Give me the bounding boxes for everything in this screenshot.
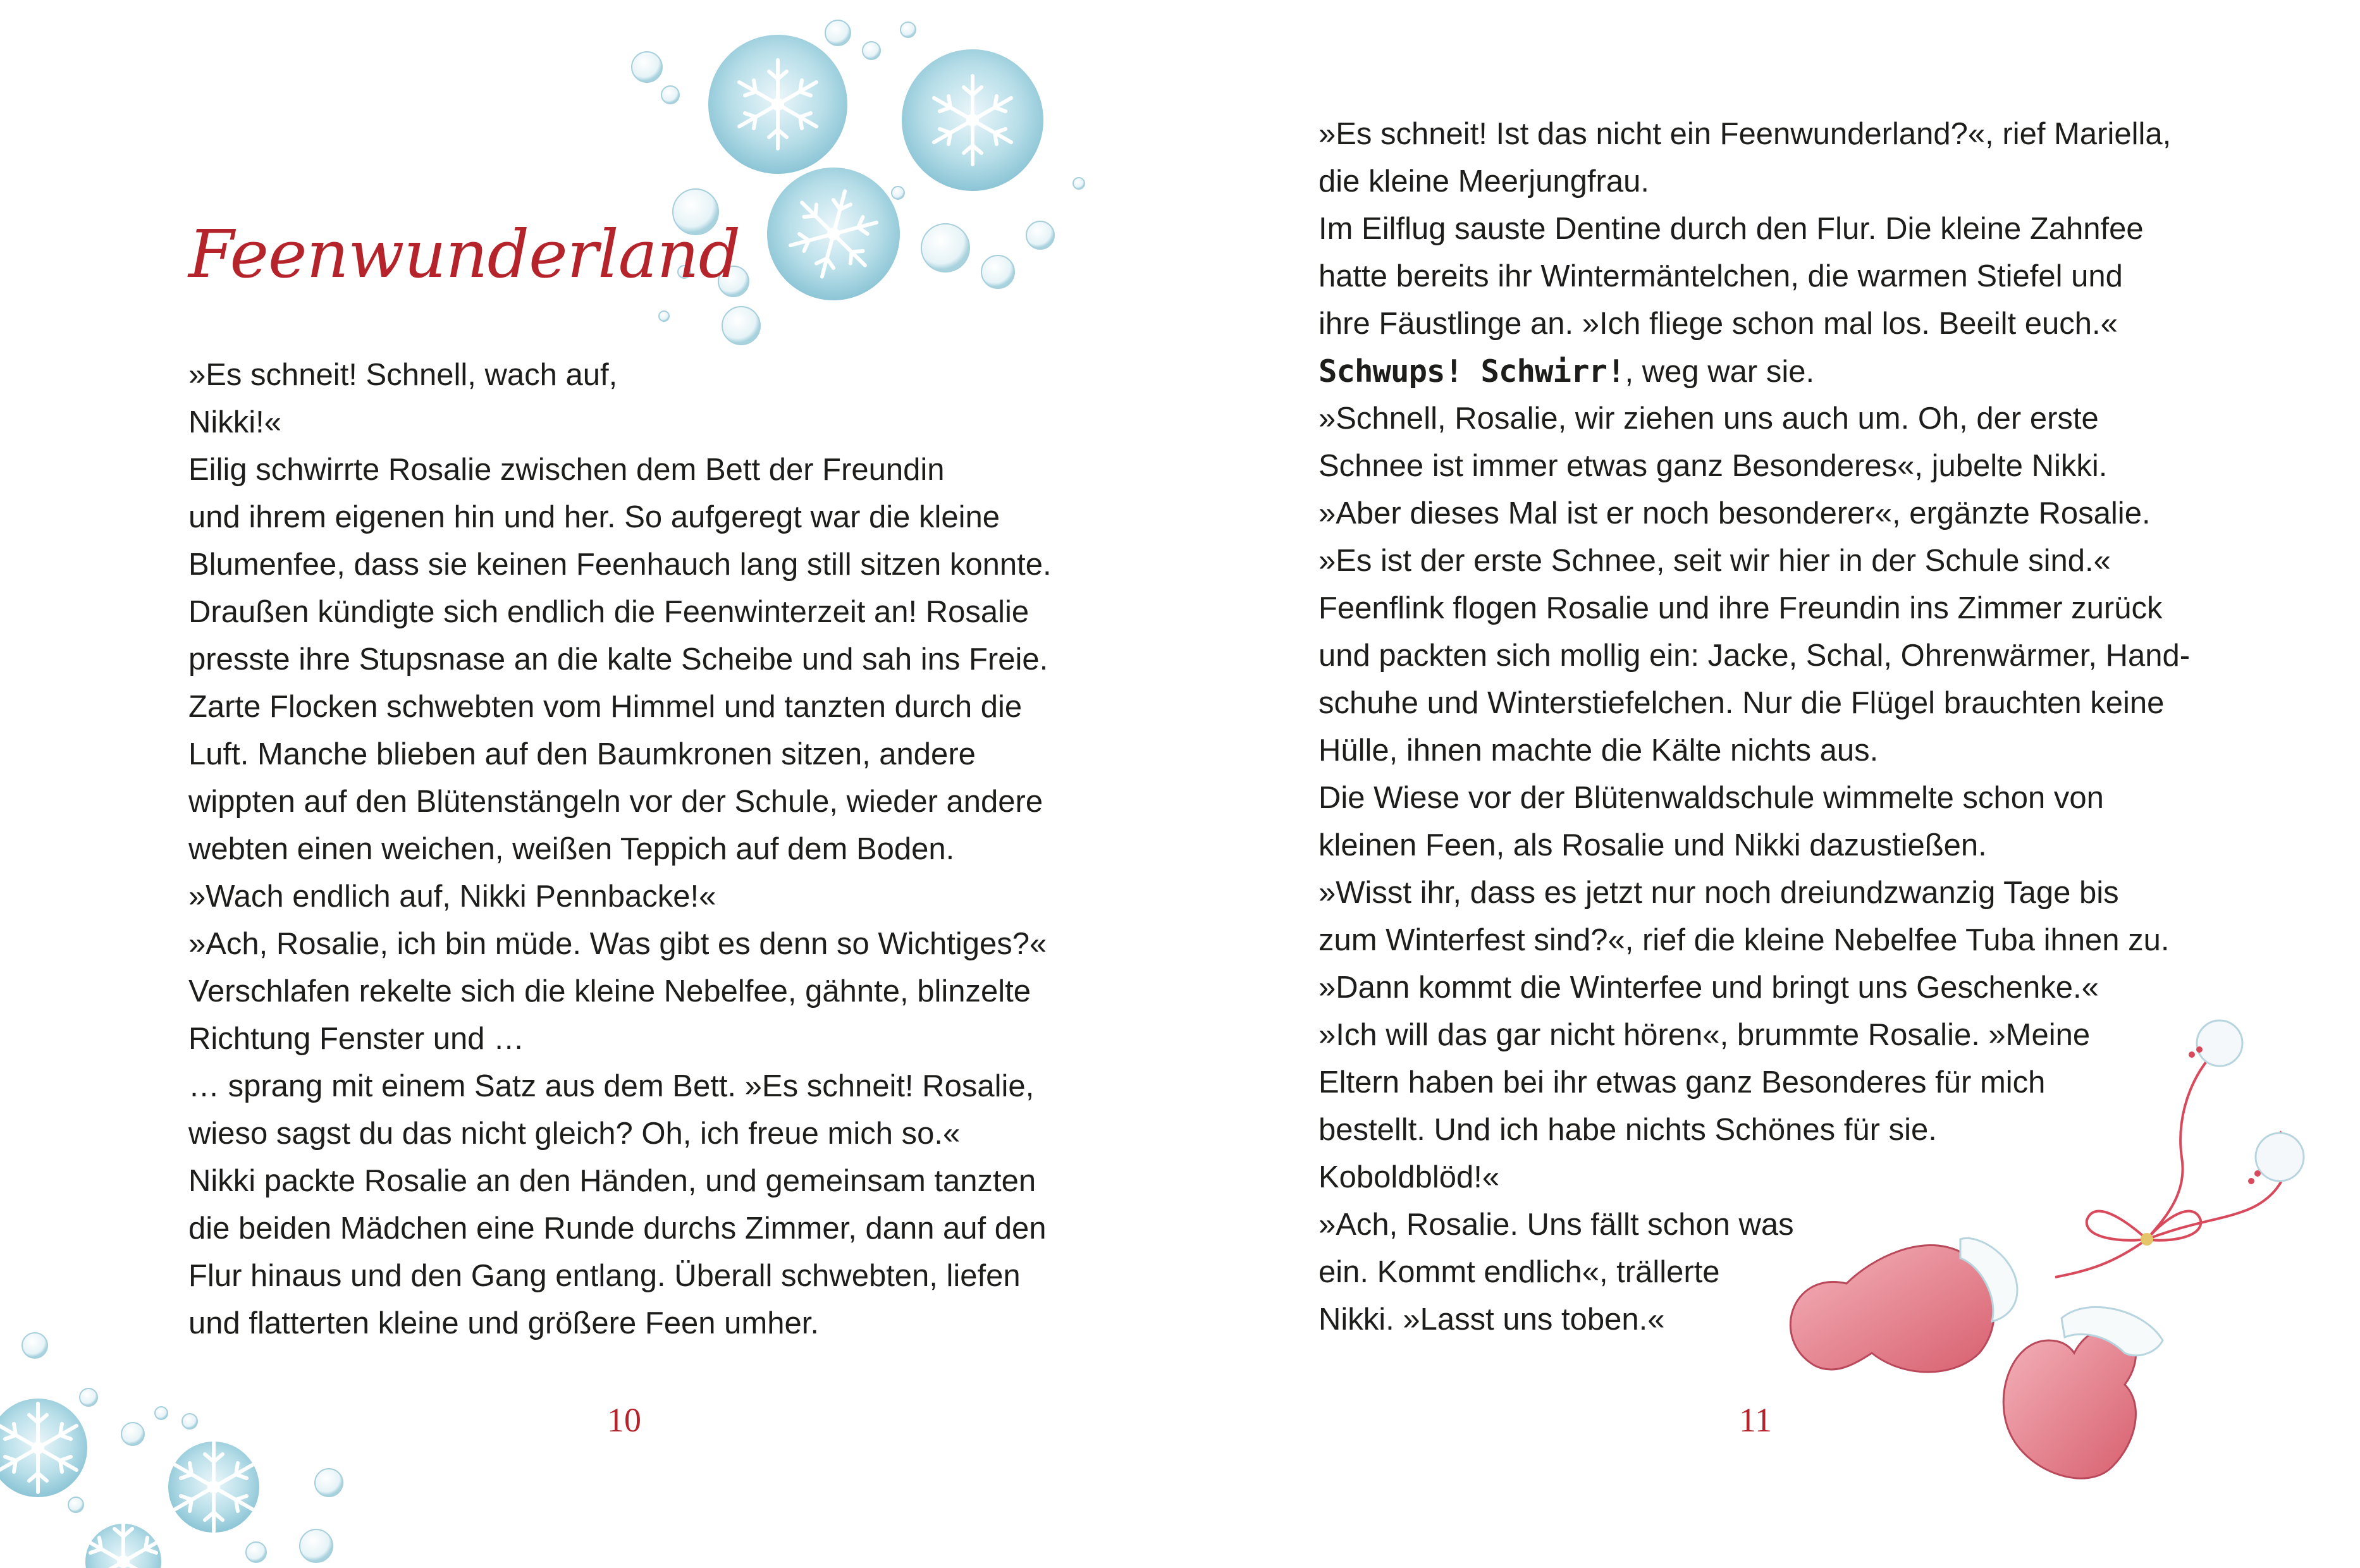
text-line: Eltern haben bei ihr etwas ganz Besonderes für mich [1318,1065,2046,1099]
text-line: »Es schneit! Schnell, wach auf, [188,358,618,392]
text-line: die kleine Meerjungfrau. [1318,164,1649,199]
text-line: Zarte Flocken schwebten vom Himmel und tanzten durch die [188,690,1023,724]
text-line: »Aber dieses Mal ist er noch besonderer«, ergänzte Rosalie. [1318,496,2151,530]
page-number: 10 [607,1401,641,1439]
text-line: »Es ist der erste Schnee, seit wir hier in der Schule sind.« [1318,544,2111,578]
text-line: Hülle, ihnen machte die Kälte nichts aus. [1318,733,1879,768]
text-line: Flur hinaus und den Gang entlang. Überall schwebten, liefen [188,1259,1021,1293]
text-line: schuhe und Winterstiefelchen. Nur die Flügel brauchten keine [1318,686,2165,720]
chapter-title: Feenwunderland [188,216,741,293]
text-line: »Wisst ihr, dass es jetzt nur noch dreiundzwanzig Tage bis [1318,876,2119,910]
text-line: Luft. Manche blieben auf den Baumkronen sitzen, andere [188,737,976,771]
text-line: Blumenfee, dass sie keinen Feenhauch lang still sitzen konnte. [188,548,1052,582]
text-line: »Schnell, Rosalie, wir ziehen uns auch um. Oh, der erste [1318,401,2099,436]
text-line: ein. Kommt endlich«, trällerte [1318,1255,1720,1289]
text-line: … sprang mit einem Satz aus dem Bett. »Es schneit! Rosalie, [188,1069,1035,1103]
text-line: »Ach, Rosalie, ich bin müde. Was gibt es denn so Wichtiges?« [188,927,1047,961]
text-line: Nikki packte Rosalie an den Händen, und gemeinsam tanzten [188,1164,1036,1198]
sound-effect-text: Schwups! Schwirr! [1318,353,1625,389]
right-page-text [1318,111,2190,1344]
text-line: »Es schneit! Ist das nicht ein Feenwunderland?«, rief Mariella, [1318,117,2172,151]
text-line: ihre Fäustlinge an. »Ich fliege schon mal los. Beeilt euch.« [1318,307,2118,341]
page-number: 11 [1739,1401,1772,1439]
sfx-line [1318,348,2190,395]
text-line: »Dann kommt die Winterfee und bringt uns Geschenke.« [1318,971,2099,1005]
sfx-tail-text: , weg war sie. [1625,355,1815,389]
text-line: Die Wiese vor der Blütenwaldschule wimmelte schon von [1318,781,2104,815]
text-line: Eilig schwirrte Rosalie zwischen dem Bett der Freundin [188,453,945,487]
text-line: Richtung Fenster und … [188,1022,525,1056]
text-line: Nikki!« [188,405,282,439]
text-line: Verschlafen rekelte sich die kleine Nebelfee, gähnte, blinzelte [188,974,1031,1008]
text-line: kleinen Feen, als Rosalie und Nikki dazustießen. [1318,828,1987,862]
right-page [1180,0,2360,1568]
text-line: presste ihre Stupsnase an die kalte Scheibe und sah ins Freie. [188,642,1048,677]
text-line: und flatterten kleine und größere Feen umher. [188,1306,819,1340]
left-page-text [188,352,1052,1347]
text-line: Koboldblöd!« [1318,1160,1500,1194]
text-line: »Wach endlich auf, Nikki Pennbacke!« [188,879,716,914]
text-line: »Ich will das gar nicht hören«, brummte Rosalie. »Meine [1318,1018,2091,1052]
text-line: Draußen kündigte sich endlich die Feenwinterzeit an! Rosalie [188,595,1029,629]
text-line: und ihrem eigenen hin und her. So aufgeregt war die kleine [188,500,1000,534]
text-line: Schnee ist immer etwas ganz Besonderes«, jubelte Nikki. [1318,449,2108,483]
text-line: wieso sagst du das nicht gleich? Oh, ich freue mich so.« [188,1117,961,1151]
text-line: Nikki. »Lasst uns toben.« [1318,1302,1665,1337]
text-line: wippten auf den Blütenstängeln vor der Schule, wieder andere [188,785,1043,819]
text-line: zum Winterfest sind?«, rief die kleine Nebelfee Tuba ihnen zu. [1318,923,2170,957]
text-line: Feenflink flogen Rosalie und ihre Freundin ins Zimmer zurück [1318,591,2163,625]
text-line: bestellt. Und ich habe nichts Schönes für sie. [1318,1113,1937,1147]
text-line: »Ach, Rosalie. Uns fällt schon was [1318,1208,1794,1242]
text-line: hatte bereits ihr Wintermäntelchen, die warmen Stiefel und [1318,259,2123,293]
text-line: und packten sich mollig ein: Jacke, Schal, Ohrenwärmer, Hand- [1318,639,2191,673]
text-line: Im Eilflug sauste Dentine durch den Flur. Die kleine Zahnfee [1318,212,2144,246]
text-line: die beiden Mädchen eine Runde durchs Zimmer, dann auf den [188,1211,1047,1246]
text-line: webten einen weichen, weißen Teppich auf dem Boden. [188,832,955,866]
